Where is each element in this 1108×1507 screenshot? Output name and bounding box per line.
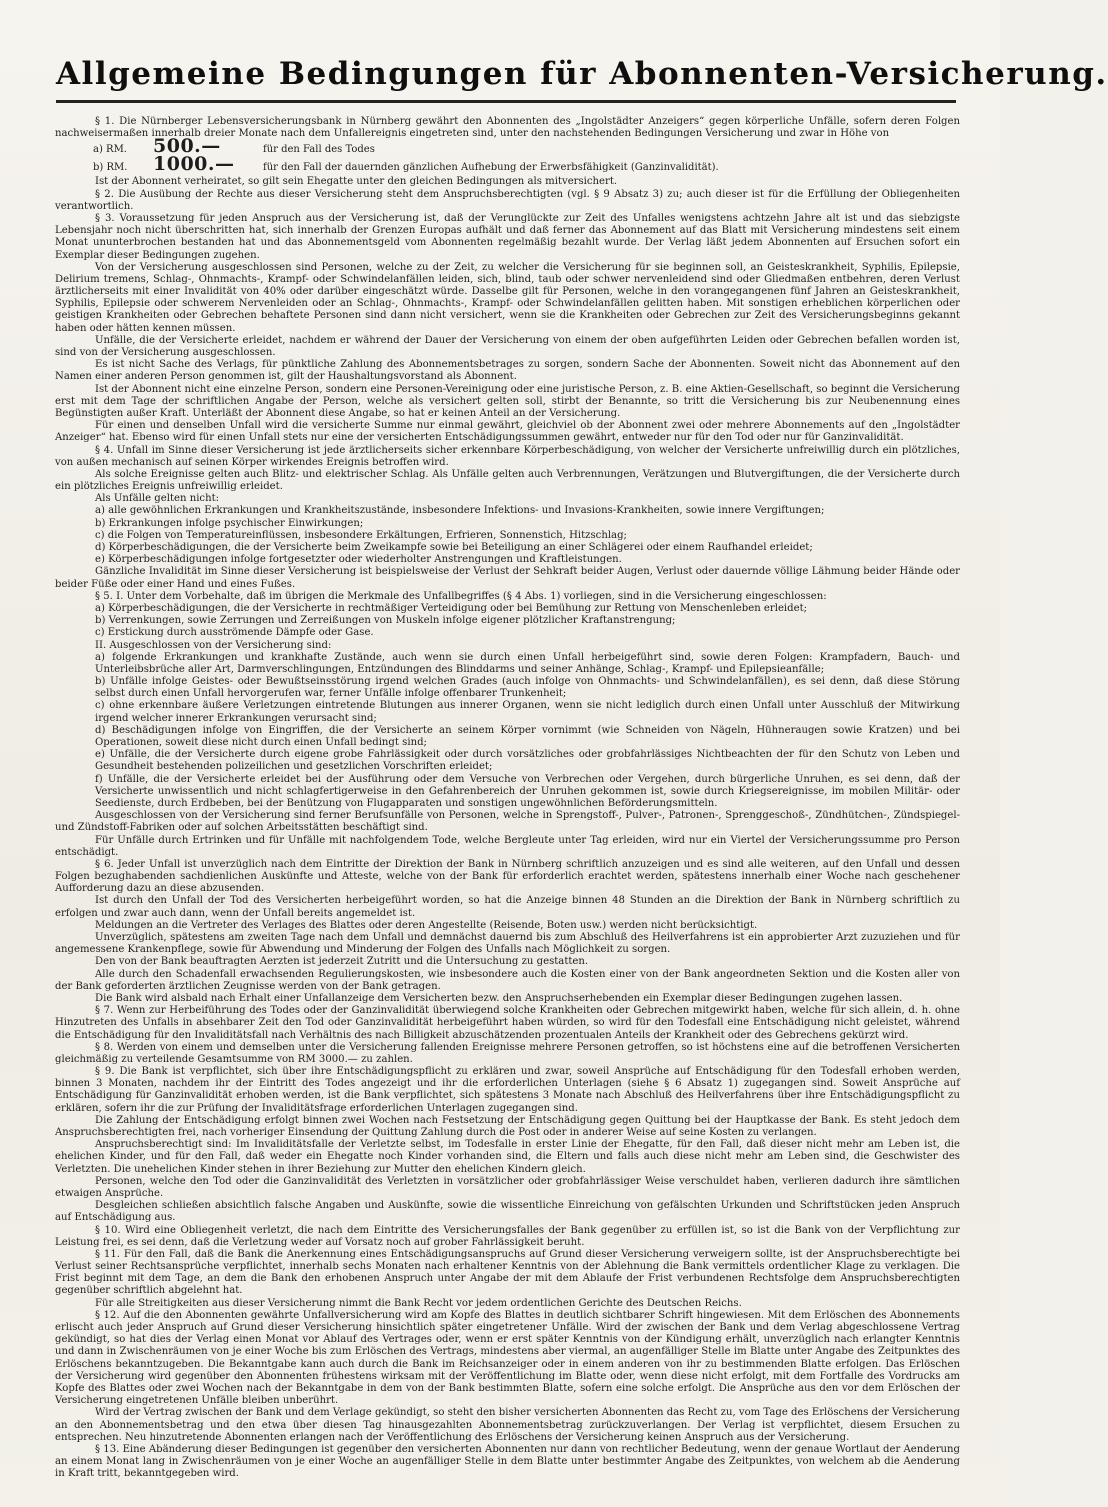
list-item: d) Beschädigungen infolge von Eingriffen, die der Versicherte an seinem Körper vornimmt (wie Schneiden von Nägeln, Hühneraugen sowie Kratzen) und bei Operationen, soweit diese nicht durch einen Unfall bedingt sind; [95, 724, 960, 748]
list-item: a) alle gewöhnlichen Erkrankungen und Krankheitszustände, insbesondere Infektions- und Invasions-Krankheiten, sowie innere Vergiftungen; [95, 505, 825, 517]
paragraph: Personen, welche den Tod oder die Ganzinvalidität des Verletzten in vorsätzlicher oder grobfahrlässiger Weise verschuldet haben, verlieren dadurch ihre sämtlichen etwaigen Ansprüche. [55, 1175, 960, 1199]
paragraph: Unfälle, die der Versicherte erleidet, nachdem er während der Dauer der Versicherung von einem der oben aufgeführten Leiden oder Gebrechen befallen worden ist, sind von der Versicherung ausgeschlossen. [55, 334, 960, 358]
amount-desc: für den Fall der dauernden gänzlichen Aufhebung der Erwerbsfähigkeit (Ganzinvalidität). [263, 162, 719, 174]
paragraph: Den von der Bank beauftragten Aerzten ist jederzeit Zutritt und die Untersuchung zu gestatten. [95, 956, 589, 968]
amount-row-invalidity [55, 153, 960, 176]
list-item: d) Körperbeschädigungen, die der Versicherte beim Zweikampfe sowie bei Beteiligung an einer Schlägerei oder einem Raufhandel erleidet; [95, 542, 813, 553]
paragraph: § 10. Wird eine Obliegenheit verletzt, die nach dem Eintritte des Versicherungsfalles der Bank gegenüber zu erfüllen ist, so ist die Bank von der Verpflichtung zur Leistung frei, es sei denn, daß die Verletzung weder auf Vorsatz noch auf grober Fahrlässigkeit beruht. [55, 1224, 960, 1248]
list-item: e) Unfälle, die der Versicherte durch eigene grobe Fahrlässigkeit oder durch vorsätzliches oder grobfahrlässiges Nichtbeachten der für den Schutz von Leben und Gesundheit bestehenden polizeilichen und gesetzlichen Vorschriften erleidet; [95, 749, 960, 773]
paragraph: Als Unfälle gelten nicht: [95, 493, 220, 505]
paragraph: Von der Versicherung ausgeschlossen sind Personen, welche zu der Zeit, zu welcher die Versicherung für sie beginnen soll, an Geisteskrankheit, Syphilis, Epilepsie, Delirium tremens, Schlag-, Ohnmachts-, Krampf- oder Schwindelanfällen leiden, sich, blind, taub oder schwer nervenleidend sind oder Gliedmaßen entbehren, deren Verlust ärztlicherseits mit einer Invalidität von 40% oder darüber eingeschätzt würde. Dasselbe gilt für Personen, welche in den vorangegangenen fünf Jahren an Geisteskrankheit, Syphilis, Epilepsie oder schwerem Nervenleiden oder an Schlag-, Ohnmachts-, Krampf- oder Schwindelanfällen gelitten haben. Mit sonstigen erheblichen körperlichen oder geistigen Krankheiten oder Gebrechen behaftete Personen sind dann nicht versichert, wenn sie die Krankheiten oder Gebrechen zur Zeit des Versicherungsbeginns gekannt haben oder hätten kennen müssen. [55, 261, 960, 334]
amount-label: a) RM. [93, 144, 127, 156]
inclusion-list [55, 603, 960, 640]
intro-paragraph: § 1. Die Nürnberger Lebensversicherungsbank in Nürnberg gewährt den Abonnenten des „Ingolstädter Anzeigers“ gegen körperliche Unfälle, sofern deren Folgen nachweisermaßen innerhalb dreier Monate nach dem Unfallereignis eingetreten sind, unter den nachstehenden Bedingungen Versicherung und zwar in Höhe von [55, 116, 960, 140]
exclusion-heading: II. Ausgeschlossen von der Versicherung sind: [95, 639, 332, 651]
paragraph: Gänzliche Invalidität im Sinne dieser Versicherung ist beispielsweise der Verlust der Sehkraft beider Augen, Verlust oder dauernde völlige Lähmung beider Hände oder beider Füße oder einer Hand und eines Fußes. [55, 566, 960, 590]
exclusion-list-2 [55, 652, 960, 810]
list-item: b) Unfälle infolge Geistes- oder Bewußtseinsstörung irgend welchen Grades (auch infolge von Ohnmachts- und Schwindelanfällen), es sei denn, daß diese Störung selbst durch einen Unfall hervorgerufen war, ferner Unfälle infolge offenbarer Trunkenheit; [95, 676, 960, 700]
list-item: c) Erstickung durch ausströmende Dämpfe oder Gase. [95, 627, 374, 639]
paragraph: Für alle Streitigkeiten aus dieser Versicherung nimmt die Bank Recht vor jedem ordentlichen Gerichte des Deutschen Reichs. [95, 1297, 742, 1309]
page-title: Allgemeine Bedingungen für Abonnenten-Versicherung. [56, 54, 956, 103]
paragraph: Für einen und denselben Unfall wird die versicherte Summe nur einmal gewährt, gleichviel ob der Abonnent zwei oder mehrere Abonnements auf den „Ingolstädter Anzeiger“ hat. Ebenso wird für einen Unfall stets nur eine der versicherten Entschädigungssummen gewährt, entweder nur für den Tod oder nur für Ganzinvalidität. [55, 420, 960, 444]
paragraph: § 5. I. Unter dem Vorbehalte, daß im übrigen die Merkmale des Unfallbegriffes (§ 4 Abs. 1) vorliegen, sind in die Versicherung eingeschlossen: [95, 590, 827, 602]
paragraph: Für Unfälle durch Ertrinken und für Unfälle mit nachfolgendem Tode, welche Bergleute unter Tag erleiden, wird nur ein Viertel der Versicherungssumme pro Person entschädigt. [55, 834, 960, 858]
list-item: c) die Folgen von Temperatureinflüssen, insbesondere Erkältungen, Erfrieren, Sonnenstich, Hitzschlag; [95, 529, 627, 541]
paragraph: § 8. Werden von einem und demselben unter die Versicherung fallenden Ereignisse mehrere Personen getroffen, so ist höchstens eine auf die betroffenen Versicherten gleichmäßig zu verteilende Gesamtsumme von RM 3000.— zu zahlen. [55, 1041, 960, 1065]
paragraph: Als solche Ereignisse gelten auch Blitz- und elektrischer Schlag. Als Unfälle gelten auch Verbrennungen, Verätzungen und Blutvergiftungen, die der Versicherte durch ein plötzliches Ereignis unfreiwillig erleidet. [55, 468, 960, 493]
paragraph: Ist der Abonnent nicht eine einzelne Person, sondern eine Personen-Vereinigung oder eine juristische Person, z. B. eine Aktien-Gesellschaft, so beginnt die Versicherung erst mit dem Tage der schriftlichen Angabe der Person, welche als versichert gelten soll, stirbt der Benannte, so tritt die Versicherung bis zur Neubenennung eines Begünstigten außer Kraft. Unterläßt der Abonnent diese Angabe, so hat er keinen Anteil an der Versicherung. [55, 383, 960, 419]
paragraph: Die Zahlung der Entschädigung erfolgt binnen zwei Wochen nach Festsetzung der Entschädigung gegen Quittung bei der Hauptkasse der Bank. Es steht jedoch dem Anspruchsberechtigten frei, nach vorheriger Einsendung der Quittung Zahlung durch die Post oder in anderer Weise auf seine Kosten zu verlangen. [55, 1114, 960, 1138]
paragraph: § 12. Auf die den Abonnenten gewährte Unfallversicherung wird am Kopfe des Blattes in deutlich sichtbarer Schrift hingewiesen. Mit dem Erlöschen des Abonnements erlischt auch jeder Anspruch auf Grund dieser Versicherung hinsichtlich später eingetretener Unfälle. Wird der zwischen der Bank und dem Verlag abgeschlossene Vertrag gekündigt, so hat dies der Verlag einen Monat vor Ablauf des Vertrages oder, wenn er erst später Kenntnis von der Kündigung erhält, unverzüglich nach erlangter Kenntnis und dann in Zwischenräumen von je einer Woche bis zum Erlöschen des Vertrags, mindestens aber viermal, an augenfälliger Stelle im Blatte unter Angabe des Zeitpunktes des Erlöschens bekanntzugeben. Die Bekanntgabe kann auch durch die Bank im Reichsanzeiger oder in einem anderen von ihr zu bestimmenden Blatte erfolgen. Das Erlöschen der Versicherung wird gegenüber den Abonnenten frühestens wirksam mit der Veröffentlichung im Blatte oder, wenn diese nicht erfolgt, mit dem Fortfalle des Vordrucks am Kopfe des Blattes oder zwei Wochen nach der Bekanntgabe in dem von der Bank bestimmten Blatte, sofern eine solche erfolgt. Die Ansprüche aus den vor dem Erlöschen der Versicherung eingetretenen Unfälle bleiben unberührt. [55, 1309, 960, 1407]
paragraph: § 13. Eine Abänderung dieser Bedingungen ist gegenüber den versicherten Abonnenten nur dann von rechtlicher Bedeutung, wenn der genaue Wortlaut der Aenderung an einem Monat lang in Zwischenräumen von je einer Woche an augenfälliger Stelle in dem Blatte unter bestimmter Angabe des Zeitpunktes, von welchem ab die Aenderung in Kraft tritt, bekanntgegeben wird. [55, 1443, 960, 1480]
paragraph: Ist durch den Unfall der Tod des Versicherten herbeigeführt worden, so hat die Anzeige binnen 48 Stunden an die Direktion der Bank in Nürnberg schriftlich zu erfolgen und zwar auch dann, wenn der Unfall bereits angemeldet ist. [55, 895, 960, 919]
paragraph: Anspruchsberechtigt sind: Im Invaliditätsfalle der Verletzte selbst, im Todesfalle in erster Linie der Ehegatte, für den Fall, daß dieser nicht mehr am Leben ist, die ehelichen Kinder, und für den Fall, daß weder ein Ehegatte noch Kinder vorhanden sind, die Eltern und falls auch diese nicht mehr am Leben sind, die Geschwister des Verletzten. Die unehelichen Kinder stehen in ihrer Beziehung zur Mutter den ehelichen Kindern gleich. [55, 1139, 960, 1175]
amount-value: 1000.— [153, 153, 235, 176]
paragraph: Wird der Vertrag zwischen der Bank und dem Verlage gekündigt, so steht den bisher versicherten Abonnenten das Recht zu, vom Tage des Erlöschens der Versicherung an den Abonnementsbetrag und den etwa über diesen Tag hinausgezahlten Abonnementsbetrag zurückzuverlangen. Der Verlag ist verpflichtet, diesem Ersuchen zu entsprechen. Neu hinzutretende Abonnenten erlangen nach der Veröffentlichung des Erlöschens der Versicherung keinen Anspruch aus der Versicherung. [55, 1407, 961, 1443]
paragraph: § 4. Unfall im Sinne dieser Versicherung ist jede ärztlicherseits sicher erkennbare Körperbeschädigung, von welcher der Versicherte unfreiwillig durch ein plötzliches, von außen mechanisch auf seinen Körper wirkendes Ereignis betroffen wird. [55, 444, 960, 468]
list-item: a) Körperbeschädigungen, die der Versicherte in rechtmäßiger Verteidigung oder bei Bemühung zur Rettung von Menschenleben erleidet; [95, 602, 808, 614]
paragraph: § 2. Die Ausübung der Rechte aus dieser Versicherung steht dem Anspruchsberechtigten (vgl. § 9 Absatz 3) zu; auch dieser ist für die Erfüllung der Obliegenheiten verantwortlich. [55, 188, 960, 212]
paragraph: Ausgeschlossen von der Versicherung sind ferner Berufsunfälle von Personen, welche in Sprengstoff-, Pulver-, Patronen-, Sprenggeschoß-, Zündhütchen-, Zündspiegel- und Zündstoff-Fabriken oder auf solchen Arbeitsstätten beschäftigt sind. [55, 810, 960, 834]
paragraph: Die Bank wird alsbald nach Erhalt einer Unfallanzeige dem Versicherten bezw. den Anspruchserhebenden ein Exemplar dieser Bedingungen zugehen lassen. [95, 992, 903, 1004]
paragraph-group-3 [55, 810, 960, 1480]
paragraph: § 6. Jeder Unfall ist unverzüglich nach dem Eintritte der Direktion der Bank in Nürnberg schriftlich anzuzeigen und es sind alle weiteren, auf den Unfall und dessen Folgen bezughabenden sachdienlichen Auskünfte und Atteste, welche von der Bank für erforderlich erachtet werden, spätestens innerhalb einer Woche nach geschehener Aufforderung dazu an diese abzusenden. [55, 858, 960, 895]
paragraph: Es ist nicht Sache des Verlags, für pünktliche Zahlung des Abonnementsbetrages zu sorgen, sondern Sache der Abonnenten. Soweit nicht das Abonnement auf den Namen einer anderen Person genommen ist, gilt der Haushaltungsvorstand als Abonnent. [55, 359, 960, 383]
list-item: b) Verrenkungen, sowie Zerrungen und Zerreißungen von Muskeln infolge eigener plötzlicher Kraftanstrengung; [95, 615, 676, 627]
paragraph-group-2 [55, 566, 960, 603]
paragraph: § 7. Wenn zur Herbeiführung des Todes oder der Ganzinvalidität überwiegend solche Krankheiten oder Gebrechen mitgewirkt haben, welche für sich allein, d. h. ohne Hinzutreten des Unfalls in absehbarer Zeit den Tod oder Ganzinvalidität herbeigeführt haben würden, so wird für den Todesfall eine Entschädigung nicht geleistet, während die Entschädigung für den Invaliditätsfall nach Verhältnis des nach Billigkeit abzuschätzenden prozentualen Anteils der Krankheit oder des Gebrechens gekürzt wird. [55, 1005, 960, 1041]
paragraph: Ist der Abonnent verheiratet, so gilt sein Ehegatte unter den gleichen Bedingungen als mitversichert. [95, 176, 618, 188]
paragraph: Desgleichen schließen absichtlich falsche Angaben und Auskünfte, sowie die wissentliche Einreichung von gefälschten Urkunden und Schriftstücken jeden Anspruch auf Entschädigung aus. [55, 1200, 960, 1224]
paragraph-group-1 [55, 176, 960, 505]
amount-label: b) RM. [93, 162, 128, 174]
paragraph: § 11. Für den Fall, daß die Bank die Anerkennung eines Entschädigungsanspruchs auf Grund dieser Versicherung verweigern sollte, ist der Anspruchsberechtigte bei Verlust seiner Rechtsansprüche verpflichtet, innerhalb sechs Monaten nach erhaltener Kenntnis von der Ablehnung die Bank vermittels ordentlicher Klage zu verklagen. Die Frist beginnt mit dem Tage, an dem die Bank den erhobenen Anspruch unter Angabe der mit dem Ablaufe der Frist verbundenen Rechtsfolge dem Anspruchsberechtigten gegenüber schriftlich abgelehnt hat. [55, 1248, 960, 1297]
paragraph: Meldungen an die Vertreter des Verlages des Blattes oder deren Angestellte (Reisende, Boten usw.) werden nicht berücksichtigt. [95, 919, 758, 931]
list-item: a) folgende Erkrankungen und krankhafte Zustände, auch wenn sie durch einen Unfall herbeigeführt sind, sowie deren Folgen: Krampfadern, Bauch- und Unterleibsbrüche aller Art, Darmverschlingungen, Entzündungen des Blinddarms und seiner Anhänge, Schlag-, Krampf- und Epilepsieanfälle; [95, 651, 960, 675]
list-item: e) Körperbeschädigungen infolge fortgesetzter oder wiederholter Anstrengungen und Kraftleistungen. [95, 554, 622, 566]
amount-value: 500.— [153, 135, 221, 158]
paragraph: § 9. Die Bank ist verpflichtet, sich über ihre Entschädigungspflicht zu erklären und zwar, soweil Ansprüche auf Entschädigung für den Todesfall erhoben werden, binnen 3 Monaten, nachdem ihr der Eintritt des Todes angezeigt und ihr die erforderlichen Unterlagen (siehe § 6 Absatz 1) zugegangen sind. Soweit Ansprüche auf Entschädigung für Ganzinvalidität erhoben werden, ist die Bank verpflichtet, sich spätestens 3 Monate nach Abschluß des Heilverfahrens über ihre Entschädigungspflicht zu erklären, sofern ihr die zur Prüfung der Invaliditätsfrage erforderlichen Unterlagen zugegangen sind. [55, 1066, 960, 1114]
paragraph: Unverzüglich, spätestens am zweiten Tage nach dem Unfall und demnächst dauernd bis zum Abschluß des Heilverfahrens ist ein approbierter Arzt zuzuziehen und für angemessene Krankenpflege, sowie für Abwendung und Minderung der Folgen des Unfalls nach Möglichkeit zu sorgen. [55, 932, 960, 956]
amount-desc: für den Fall des Todes [263, 144, 375, 156]
conditions-text [55, 116, 960, 1480]
paragraph: § 3. Voraussetzung für jeden Anspruch aus der Versicherung ist, daß der Verunglückte zur Zeit des Unfalles wenigstens achtzehn Jahre alt ist und das siebzigste Lebensjahr noch nicht überschritten hat, sich innerhalb der Grenzen Europas aufhält und daß ferner das Abonnement auf das Blatt mit Versicherung mindestens seit einem Monat ununterbrochen bestanden hat und das Abonnementsgeld vom Abonnenten regelmäßig bezahlt wurde. Der Verlag läßt jedem Abonnenten auf Ersuchen sofort ein Exemplar dieser Bedingungen zugehen. [55, 212, 960, 261]
list-item: f) Unfälle, die der Versicherte erleidet bei der Ausführung oder dem Versuche von Verbrechen oder Vergehen, durch bürgerliche Unruhen, es sei denn, daß der Versicherte unwissentlich und nicht schlagfertigerweise in den Gefahrenbereich der Unruhen gekommen ist, sowie durch Kriegsereignisse, im mobilen Militär- oder Seedienste, durch Erdbeben, bei der Benützung von Flugapparaten und sonstigen ungewöhnlichen Beförderungsmitteln. [95, 773, 960, 809]
exclusion-list [55, 505, 960, 566]
list-item: c) ohne erkennbare äußere Verletzungen eintretende Blutungen aus innerer Organen, wenn sie nicht lediglich durch einen Unfall unter Ausschluß der Mitwirkung irgend welcher innerer Erkrankungen verursacht sind; [95, 700, 960, 724]
list-item: b) Erkrankungen infolge psychischer Einwirkungen; [95, 517, 364, 529]
paragraph: Alle durch den Schadenfall erwachsenden Regulierungskosten, wie insbesondere auch die Kosten einer von der Bank angeordneten Sektion und die Kosten aller von der Bank geforderten ärztlichen Zeugnisse werden von der Bank getragen. [55, 968, 960, 992]
